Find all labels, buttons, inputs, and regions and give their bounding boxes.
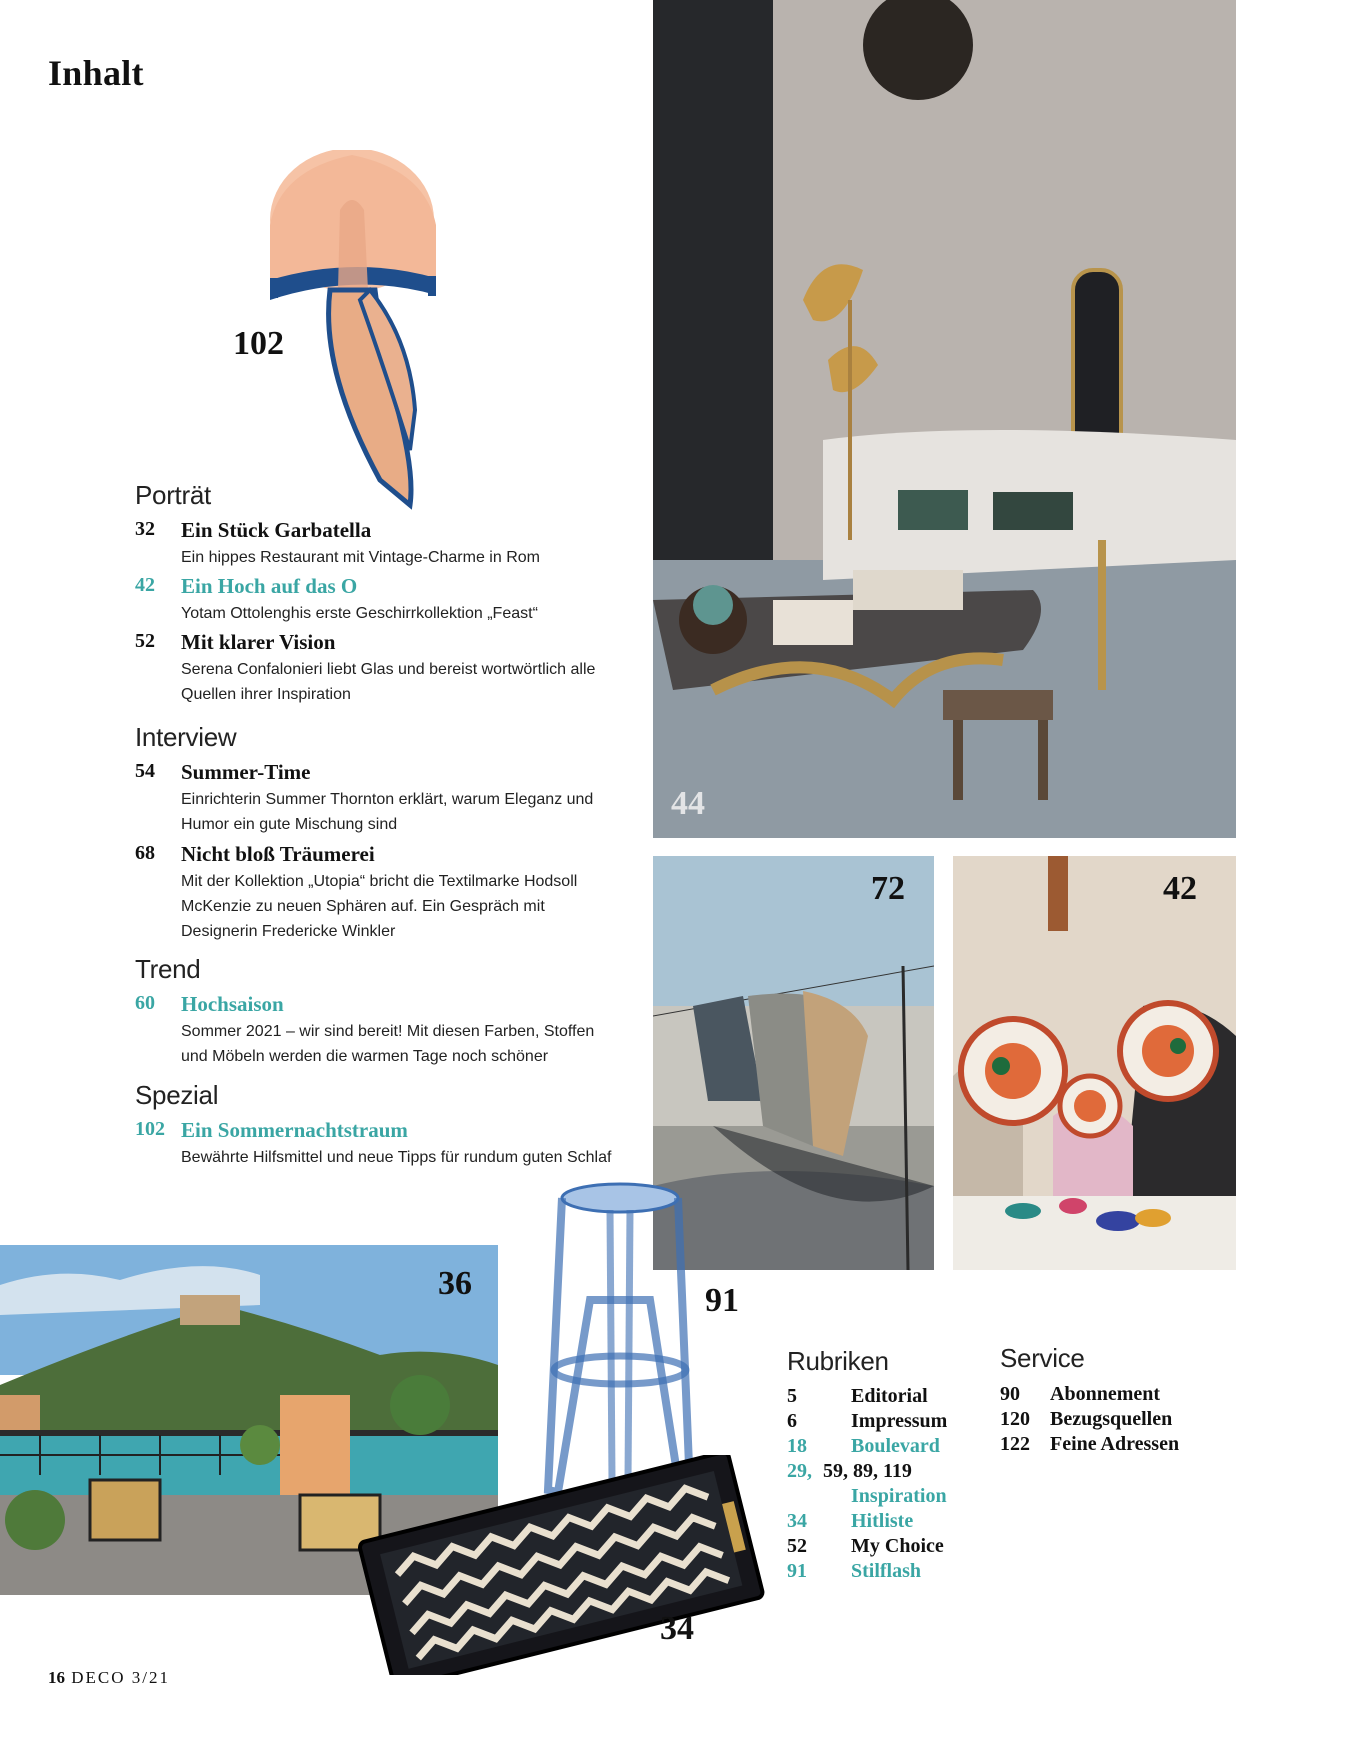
toc-entry-title: Ein Hoch auf das O xyxy=(181,574,358,598)
rubriken-item-label: Editorial xyxy=(851,1385,928,1407)
toc-entry-page: 42 xyxy=(135,574,155,596)
stool-page-number: 91 xyxy=(705,1282,739,1319)
toc-entry-title: Summer-Time xyxy=(181,760,311,784)
turban-page-number: 102 xyxy=(233,325,284,362)
toc-entry-description: Ein hippes Restaurant mit Vintage-Charme in Rom xyxy=(181,549,540,566)
rubriken-item-page: 34 xyxy=(787,1510,807,1532)
plates-photo xyxy=(953,856,1236,1270)
rubriken-item-label: Impressum xyxy=(851,1410,948,1432)
magazine-issue: DECO 3/21 xyxy=(71,1668,170,1687)
toc-entry-page: 60 xyxy=(135,992,155,1014)
section-heading-interview: Interview xyxy=(135,722,237,752)
service-item-page: 90 xyxy=(1000,1383,1020,1405)
service-item-label: Abonnement xyxy=(1050,1383,1161,1405)
rubriken-item-page: 6 xyxy=(787,1410,797,1432)
rubriken-item xyxy=(787,1509,1007,1534)
service-item-page: 122 xyxy=(1000,1433,1030,1455)
toc-entry-title: Ein Stück Garbatella xyxy=(181,518,372,542)
toc-entry-title: Mit klarer Vision xyxy=(181,630,336,654)
rubriken-item-label: Inspiration xyxy=(851,1485,947,1507)
page-footer xyxy=(48,1668,170,1688)
rubriken-item-page-rest: 59, 89, 119 xyxy=(823,1460,912,1482)
section-heading-rubriken: Rubriken xyxy=(787,1346,889,1376)
rubriken-item-page: 5 xyxy=(787,1385,797,1407)
toc-entry-title: Hochsaison xyxy=(181,992,284,1016)
toc-entry xyxy=(135,760,635,838)
toc-entry xyxy=(135,574,635,626)
service-item-label: Feine Adressen xyxy=(1050,1433,1180,1455)
toc-entry-page: 68 xyxy=(135,842,155,864)
rubriken-item-page xyxy=(787,1459,812,1484)
toc-entry xyxy=(135,630,635,708)
toc-entry-description: Bewährte Hilfsmittel und neue Tipps für rundum guten Schlaf xyxy=(181,1149,612,1166)
toc-entry-page: 52 xyxy=(135,630,155,652)
rubriken-item xyxy=(787,1384,1007,1409)
toc-entry-page: 102 xyxy=(135,1118,165,1140)
rubriken-item xyxy=(787,1459,1007,1509)
section-heading-spezial: Spezial xyxy=(135,1080,219,1110)
tray-image xyxy=(340,1455,780,1675)
turban-image xyxy=(260,150,450,510)
rubriken-item xyxy=(787,1409,1007,1434)
toc-entry xyxy=(135,842,635,946)
rubriken-item-label: Stilflash xyxy=(851,1560,922,1582)
beach-page-number: 72 xyxy=(871,870,905,907)
toc-entry xyxy=(135,992,635,1070)
toc-entry-description: Mit der Kollektion „Utopia“ bricht die Textilmarke Hodsoll McKenzie zu neuen Sphären auf. Ein Gespräch mit Designerin Fredericke Winkler xyxy=(181,873,578,940)
service-item xyxy=(1000,1382,1220,1407)
rubriken-item xyxy=(787,1559,1007,1584)
section-heading-service: Service xyxy=(1000,1343,1085,1373)
toc-entry-description: Sommer 2021 – wir sind bereit! Mit diesen Farben, Stoffen und Möbeln werden die warmen Tage noch schöner xyxy=(181,1023,595,1065)
toc-entry-description: Einrichterin Summer Thornton erklärt, warum Eleganz und Humor ein gute Mischung sind xyxy=(181,791,594,833)
living-room-page-number: 44 xyxy=(671,785,705,822)
rubriken-item xyxy=(787,1534,1007,1559)
section-heading-portrait: Porträt xyxy=(135,480,211,510)
rubriken-item-page: 91 xyxy=(787,1560,807,1582)
service-item xyxy=(1000,1432,1220,1457)
living-room-photo xyxy=(653,0,1236,838)
plates-page-number: 42 xyxy=(1163,870,1197,907)
portofino-page-number: 36 xyxy=(438,1265,472,1302)
service-item xyxy=(1000,1407,1220,1432)
toc-entry-page: 32 xyxy=(135,518,155,540)
rubriken-item-label: My Choice xyxy=(851,1535,944,1557)
stool-image xyxy=(530,1180,710,1500)
rubriken-item-page: 18 xyxy=(787,1435,807,1457)
service-item-page: 120 xyxy=(1000,1408,1030,1430)
rubriken-item-page: 52 xyxy=(787,1535,807,1557)
toc-entry-description: Serena Confalonieri liebt Glas und bereist wortwörtlich alle Quellen ihrer Inspiration xyxy=(181,661,596,703)
toc-entry-description: Yotam Ottolenghis erste Geschirrkollektion „Feast“ xyxy=(181,605,538,622)
folio-number: 16 xyxy=(48,1668,65,1687)
rubriken-item-label: Boulevard xyxy=(851,1435,940,1457)
service-item-label: Bezugsquellen xyxy=(1050,1408,1173,1430)
rubriken-item-page-first: 29, xyxy=(787,1460,812,1482)
section-heading-trend: Trend xyxy=(135,954,201,984)
toc-entry-title: Nicht bloß Träumerei xyxy=(181,842,375,866)
tray-page-number: 34 xyxy=(660,1610,694,1647)
rubriken-item-label: Hitliste xyxy=(851,1510,914,1532)
page-title: Inhalt xyxy=(48,53,144,93)
rubriken-item xyxy=(787,1434,1007,1459)
toc-entry xyxy=(135,518,635,570)
toc-entry-page: 54 xyxy=(135,760,155,782)
toc-entry-title: Ein Sommernachtstraum xyxy=(181,1118,408,1142)
